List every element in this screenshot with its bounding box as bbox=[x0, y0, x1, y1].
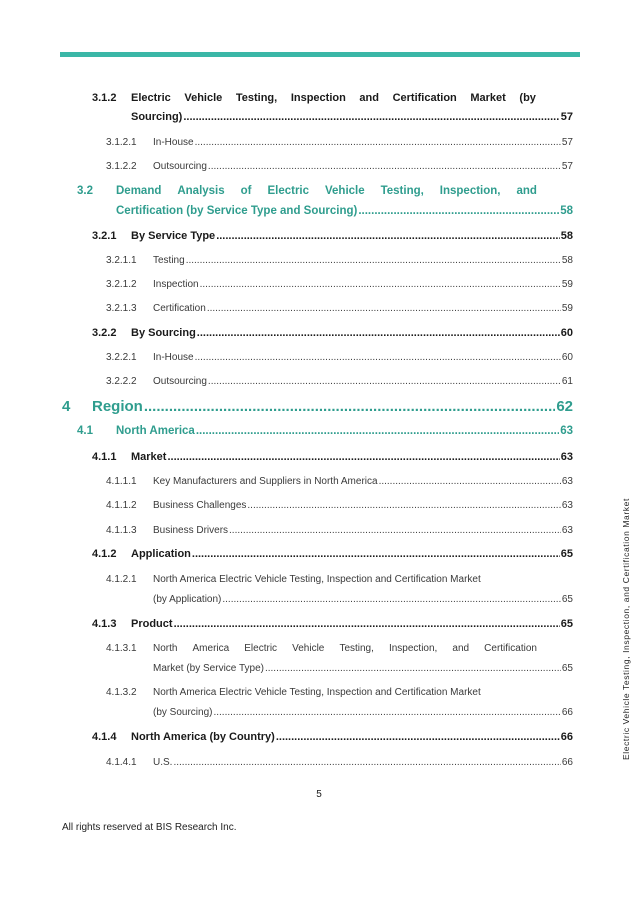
side-report-title: Electric Vehicle Testing, Inspection, and Certification Market bbox=[621, 498, 631, 760]
toc-number: 4.1.2 bbox=[92, 548, 117, 560]
toc-number: 3.1.2.2 bbox=[106, 161, 137, 172]
toc-title: In-House bbox=[153, 137, 194, 148]
toc-page: 59 bbox=[561, 279, 573, 290]
toc-number: 4 bbox=[62, 398, 71, 415]
toc-page: 65 bbox=[561, 663, 573, 674]
toc-title: Region bbox=[92, 398, 143, 415]
toc-entry-3-1-2-2[interactable] bbox=[106, 161, 573, 172]
toc-entry-3-1-2-1[interactable] bbox=[106, 137, 573, 148]
toc-title-line2: (by Application) ..... 65 bbox=[153, 594, 573, 605]
toc-title: Certification bbox=[153, 303, 206, 314]
toc-page: 61 bbox=[561, 376, 573, 387]
toc-page: 60 bbox=[560, 327, 573, 339]
toc-number: 4.1.3.1 bbox=[106, 643, 137, 654]
toc-entry-4-1-4[interactable] bbox=[92, 731, 573, 743]
toc-title-line1: Demand Analysis of Electric Vehicle Testing, Inspection, and bbox=[116, 185, 537, 197]
toc-title: In-House bbox=[153, 352, 194, 363]
toc-entry-4-1-1[interactable] bbox=[92, 451, 573, 463]
toc-title: Outsourcing bbox=[153, 161, 207, 172]
toc-title: Outsourcing bbox=[153, 376, 207, 387]
toc-entry-3-2-1[interactable] bbox=[92, 230, 573, 242]
toc-number: 4.1.1.3 bbox=[106, 525, 137, 536]
toc-page: 57 bbox=[560, 111, 573, 123]
toc-page: 65 bbox=[560, 618, 573, 630]
toc-number: 4.1 bbox=[77, 425, 93, 437]
toc-title-line1: North America Electric Vehicle Testing, Inspection and Certification Market bbox=[153, 574, 481, 585]
header-accent-bar bbox=[60, 52, 580, 57]
toc-title: By Sourcing bbox=[131, 327, 196, 339]
toc-page: 63 bbox=[561, 476, 573, 487]
toc-page: 63 bbox=[560, 451, 573, 463]
toc-title: Key Manufacturers and Suppliers in North America bbox=[153, 476, 378, 487]
toc-entry-3-2-1-2[interactable] bbox=[106, 279, 573, 290]
footer-copyright: All rights reserved at BIS Research Inc. bbox=[62, 822, 237, 833]
toc-entry-4-1-4-1[interactable] bbox=[106, 757, 573, 768]
toc-page: 63 bbox=[560, 425, 573, 437]
toc-number: 4.1.3.2 bbox=[106, 687, 137, 698]
toc-page: 62 bbox=[556, 398, 573, 415]
toc-title: Inspection bbox=[153, 279, 199, 290]
toc-entry-3-2-1-3[interactable] bbox=[106, 303, 573, 314]
toc-entry-3-2-2-2[interactable] bbox=[106, 376, 573, 387]
toc-title: North America (by Country) bbox=[131, 731, 275, 743]
toc-number: 4.1.3 bbox=[92, 618, 117, 630]
toc-page: 60 bbox=[561, 352, 573, 363]
toc-entry-4-1-1-2[interactable] bbox=[106, 500, 573, 511]
toc-entry-3-2-2[interactable] bbox=[92, 327, 573, 339]
toc-entry-4[interactable] bbox=[62, 398, 573, 415]
toc-entry-4-1-1-3[interactable] bbox=[106, 525, 573, 536]
toc-number: 4.1.1 bbox=[92, 451, 117, 463]
toc-number: 3.2 bbox=[77, 185, 93, 197]
toc-title-line1: North America Electric Vehicle Testing, Inspection and Certification Market bbox=[153, 687, 481, 698]
toc-title: Application bbox=[131, 548, 191, 560]
toc-entry-4-1-1-1[interactable] bbox=[106, 476, 573, 487]
toc-page: 57 bbox=[561, 161, 573, 172]
toc-title: Product bbox=[131, 618, 173, 630]
toc-page: 58 bbox=[561, 255, 573, 266]
toc-title: Market bbox=[131, 451, 167, 463]
toc-number: 3.2.1.2 bbox=[106, 279, 137, 290]
toc-page: 63 bbox=[561, 525, 573, 536]
toc-number: 3.1.2.1 bbox=[106, 137, 137, 148]
toc-title: U.S. bbox=[153, 757, 173, 768]
toc-page: 63 bbox=[561, 500, 573, 511]
toc-number: 4.1.4.1 bbox=[106, 757, 137, 768]
toc-number: 3.2.1.3 bbox=[106, 303, 137, 314]
toc-title-line2: Market (by Service Type) ..... 65 bbox=[153, 663, 573, 674]
toc-number: 4.1.1.2 bbox=[106, 500, 137, 511]
toc-number: 3.1.2 bbox=[92, 92, 117, 104]
toc-entry-3-2-1-1[interactable] bbox=[106, 255, 573, 266]
toc-number: 3.2.1.1 bbox=[106, 255, 137, 266]
toc-title-line1: North America Electric Vehicle Testing, Inspection, and Certification bbox=[153, 643, 537, 654]
toc-number: 4.1.2.1 bbox=[106, 574, 137, 585]
toc-title-line1: Electric Vehicle Testing, Inspection and Certification Market (by bbox=[131, 92, 536, 104]
toc-title: North America bbox=[116, 425, 195, 437]
toc-entry-4-1-2[interactable] bbox=[92, 548, 573, 560]
toc-number: 4.1.4 bbox=[92, 731, 117, 743]
toc-title: By Service Type bbox=[131, 230, 216, 242]
toc-entry-4-1[interactable] bbox=[77, 425, 573, 437]
toc-page: 65 bbox=[560, 548, 573, 560]
toc-page: 57 bbox=[561, 137, 573, 148]
toc-page: 58 bbox=[560, 230, 573, 242]
toc-title-line2: Sourcing) ..... 57 bbox=[131, 111, 573, 123]
toc-entry-3-2-2-1[interactable] bbox=[106, 352, 573, 363]
toc-page: 58 bbox=[560, 205, 573, 217]
toc-page: 66 bbox=[561, 707, 573, 718]
toc-title: Business Challenges bbox=[153, 500, 247, 511]
toc-title: Testing bbox=[153, 255, 185, 266]
toc-number: 3.2.2.2 bbox=[106, 376, 137, 387]
toc-page: 66 bbox=[561, 757, 573, 768]
toc-title: Business Drivers bbox=[153, 525, 229, 536]
toc-page: 65 bbox=[561, 594, 573, 605]
toc-number: 4.1.1.1 bbox=[106, 476, 137, 487]
toc-number: 3.2.2 bbox=[92, 327, 117, 339]
toc-page: 66 bbox=[560, 731, 573, 743]
toc-entry-4-1-3[interactable] bbox=[92, 618, 573, 630]
toc-number: 3.2.2.1 bbox=[106, 352, 137, 363]
toc-number: 3.2.1 bbox=[92, 230, 117, 242]
toc-page: 59 bbox=[561, 303, 573, 314]
toc-title-line2: (by Sourcing) ..... 66 bbox=[153, 707, 573, 718]
page-number: 5 bbox=[316, 789, 322, 800]
toc-title-line2: Certification (by Service Type and Sourcing) ..... 58 bbox=[116, 205, 573, 217]
